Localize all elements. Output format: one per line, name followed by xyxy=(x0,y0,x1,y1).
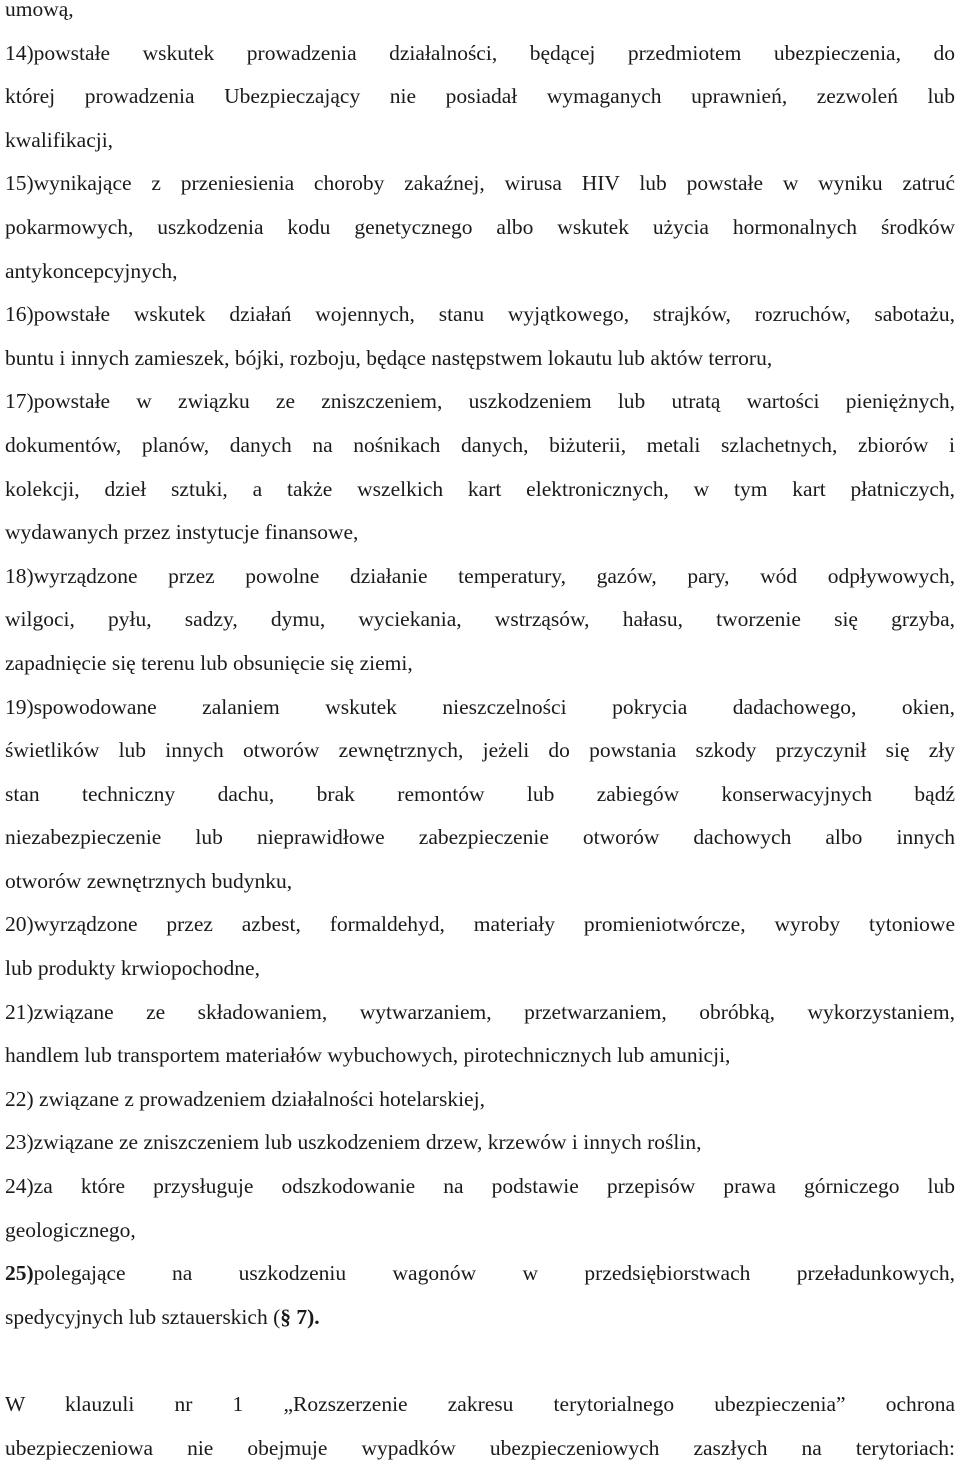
item-25-text-2: spedycyjnych lub sztauerskich ( xyxy=(5,1304,281,1329)
closing-line-2: ubezpieczeniowa nie obejmuje wypadków ubezpieczeniowych zaszłych na terytoriach: xyxy=(5,1435,955,1460)
text-line: niezabezpieczenie lub nieprawidłowe zabezpieczenie otworów dachowych albo innych xyxy=(5,825,955,850)
section-sign: § xyxy=(280,1304,291,1329)
text-line: 22) związane z prowadzeniem działalności hotelarskiej, xyxy=(5,1086,485,1111)
text-line: 23)związane ze zniszczeniem lub uszkodzeniem drzew, krzewów i innych roślin, xyxy=(5,1130,702,1155)
text-line: lub produkty krwiopochodne, xyxy=(5,956,260,981)
text-line: otworów zewnętrznych budynku, xyxy=(5,868,293,893)
text-line: 15)wynikające z przeniesienia choroby zakaźnej, wirusa HIV lub powstałe w wyniku zatruć xyxy=(5,171,955,196)
text-line: 24)za które przysługuje odszkodowanie na podstawie przepisów prawa górniczego lub xyxy=(5,1174,955,1199)
text-line: wydawanych przez instytucje finansowe, xyxy=(5,520,359,545)
text-line: handlem lub transportem materiałów wybuchowych, pirotechnicznych lub amunicji, xyxy=(5,1043,731,1068)
text-line: 18)wyrządzone przez powolne działanie temperatury, gazów, pary, wód odpływowych, xyxy=(5,563,955,588)
text-line: 14)powstałe wskutek prowadzenia działalności, będącej przedmiotem ubezpieczenia, do xyxy=(5,40,955,65)
text-line: antykoncepcyjnych, xyxy=(5,258,178,283)
text-line: 19)spowodowane zalaniem wskutek nieszczelności pokrycia dadachowego, okien, xyxy=(5,694,955,719)
paragraph-gap xyxy=(5,1339,955,1383)
text-line: umową, xyxy=(5,0,74,21)
item-25-line-1 xyxy=(5,1252,955,1296)
text-line: pokarmowych, uszkodzenia kodu genetycznego albo wskutek użycia hormonalnych środków xyxy=(5,214,955,239)
text-line: dokumentów, planów, danych na nośnikach danych, biżuterii, metali szlachetnych, zbiorów i xyxy=(5,432,955,457)
text-line: geologicznego, xyxy=(5,1217,136,1242)
text-line: 17)powstałe w związku ze zniszczeniem, uszkodzeniem lub utratą wartości pieniężnych, xyxy=(5,389,955,414)
text-line: kolekcji, dzieł sztuki, a także wszelkich kart elektronicznych, w tym kart płatniczych, xyxy=(5,476,955,501)
text-line: 20)wyrządzone przez azbest, formaldehyd, materiały promieniotwórcze, wyroby tytoniowe xyxy=(5,912,955,937)
text-line: 21)związane ze składowaniem, wytwarzaniem, przetwarzaniem, obróbką, wykorzystaniem, xyxy=(5,999,955,1024)
text-line: wilgoci, pyłu, sadzy, dymu, wyciekania, wstrząsów, hałasu, tworzenie się grzyba, xyxy=(5,607,955,632)
closing-line-1: W klauzuli nr 1 „Rozszerzenie zakresu terytorialnego ubezpieczenia” ochrona xyxy=(5,1392,955,1416)
item-25-number: 25) xyxy=(5,1261,34,1286)
item-25-line-2 xyxy=(5,1296,955,1340)
text-line: świetlików lub innych otworów zewnętrznych, jeżeli do powstania szkody przyczynił się zły xyxy=(5,738,955,763)
section-reference: 7). xyxy=(291,1304,320,1329)
text-line: zapadnięcie się terenu lub obsunięcie się ziemi, xyxy=(5,650,413,675)
text-line: kwalifikacji, xyxy=(5,127,114,152)
item-25-text: polegające na uszkodzeniu wagonów w przedsiębiorstwach przeładunkowych, xyxy=(33,1261,955,1286)
text-line: 16)powstałe wskutek działań wojennych, stanu wyjątkowego, strajków, rozruchów, sabotażu, xyxy=(5,302,955,327)
document-page xyxy=(5,0,955,1470)
exclusions-list xyxy=(5,0,955,1252)
text-line: stan techniczny dachu, brak remontów lub zabiegów konserwacyjnych bądź xyxy=(5,781,955,806)
text-line: buntu i innych zamieszek, bójki, rozboju, będące następstwem lokautu lub aktów terroru, xyxy=(5,345,773,370)
text-line: której prowadzenia Ubezpieczający nie posiadał wymaganych uprawnień, zezwoleń lub xyxy=(5,84,955,109)
